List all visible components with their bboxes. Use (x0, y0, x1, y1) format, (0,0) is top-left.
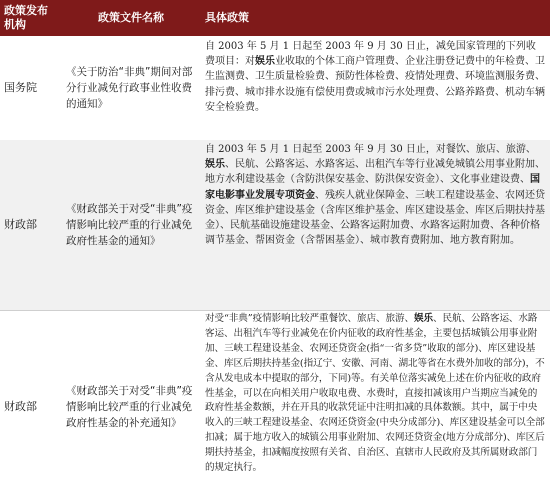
institution-text: 国务院 (4, 81, 37, 94)
institution-cell (4, 310, 58, 503)
policy-highlight: 国家电影事业发展专项资金 (205, 174, 540, 201)
document-cell (66, 36, 194, 140)
institution-text: 财政部 (4, 218, 37, 231)
policy-highlight: 娱乐 (205, 159, 225, 171)
policy-text: 、残疾人就业保障金、三峡工程建设基金、农网还贷资金、库区维护建设基金（含库区维护基金、库区建设基金、库区后期扶持基金）、民航基础设施建设基金、公路客运附加费、水路客运附加费、各种价格调节基金、帮困资金（含帮困基金）、城市教育费附加、地方教育附加。 (205, 189, 545, 247)
policy-text: 业收取的个体工商户管理费、企业注册登记费中的年检费、卫生监测费、卫生质量检验费、预防性体检费、疫情处理费、环境监测服务费、排污费、城市排水设施有偿使用费或城市污水处理费、公路养路费、机动车辆安全检验费。 (205, 56, 545, 113)
document-text: 《关于防治“非典”期间对部分行业减免行政事业性收费的通知》 (66, 66, 193, 110)
institution-cell (4, 36, 58, 140)
table-header (0, 0, 550, 36)
policy-cell (205, 312, 545, 476)
table-row (0, 310, 550, 503)
policy-highlight: 娱乐 (413, 313, 433, 324)
policy-text: 自 2003 年 5 月 1 日起至 2003 年 9 月 30 日止，对餐饮、旅店、旅游、 (205, 144, 536, 155)
header-policy: 具体政策 (205, 11, 249, 24)
document-cell (66, 310, 194, 503)
policy-text: 对受“非典”疫情影响比较严重餐饮、旅店、旅游、 (205, 313, 414, 324)
policy-highlight: 娱乐 (255, 56, 275, 68)
policy-text: 自 2003 年 5 月 1 日起至 2003 年 9 月 30 日止，减免国家管理的下列收费项目：对 (205, 41, 536, 68)
policy-text: 、民航、公路客运、水路客运、出租汽车等行业减免在价内征收的政府性基金，主要包括城镇公用事业附加、三峡工程建设基金、农网还贷资金(指“一省多贷”收取的部分)、库区建设基金、库区后期扶持基金(指辽宁、安徽、河南、湖北等省在水费外加收的部分)，不含从发电成本中提取的部分，下同)等。有关单位落实减免上述在价内征收的政府性基金，可以在向相关用户收取电费、水费时，直接扣减该用户当期应当减免的政府性基金数额，并在开具的收款凭证中注明扣减的具体数额。其中，属于中央收入的三峡工程建设基金、农网还贷资金(中央分成部分)、库区建设基金可以全部扣减；属于地方收入的城镇公用事业附加、农网还贷资金(地方分成部分)、库区后期扶持基金，扣减幅度按照有关省、自治区、直辖市人民政府及其所属财政部门的规定执行。 (205, 313, 545, 474)
table-row (0, 36, 550, 140)
header-institution: 政策发布机构 (4, 4, 48, 31)
institution-text: 财政部 (4, 399, 37, 413)
table-row (0, 140, 550, 310)
header-document: 政策文件名称 (98, 11, 164, 24)
policy-text: 、民航、公路客运、水路客运、出租汽车等行业减免城镇公用事业附加、地方水利建设基金（含防洪保安基金、防洪保安资金）、文化事业建设费、 (205, 159, 545, 186)
institution-cell (4, 140, 58, 310)
document-text: 《财政部关于对受“非典”疫情影响比较严重的行业减免政府性基金的补充通知》 (66, 384, 193, 429)
document-text: 《财政部关于对受“非典”疫情影响比较严重的行业减免政府性基金的通知》 (66, 203, 193, 247)
policy-cell (205, 39, 545, 115)
policy-cell (205, 142, 545, 248)
document-cell (66, 140, 194, 310)
